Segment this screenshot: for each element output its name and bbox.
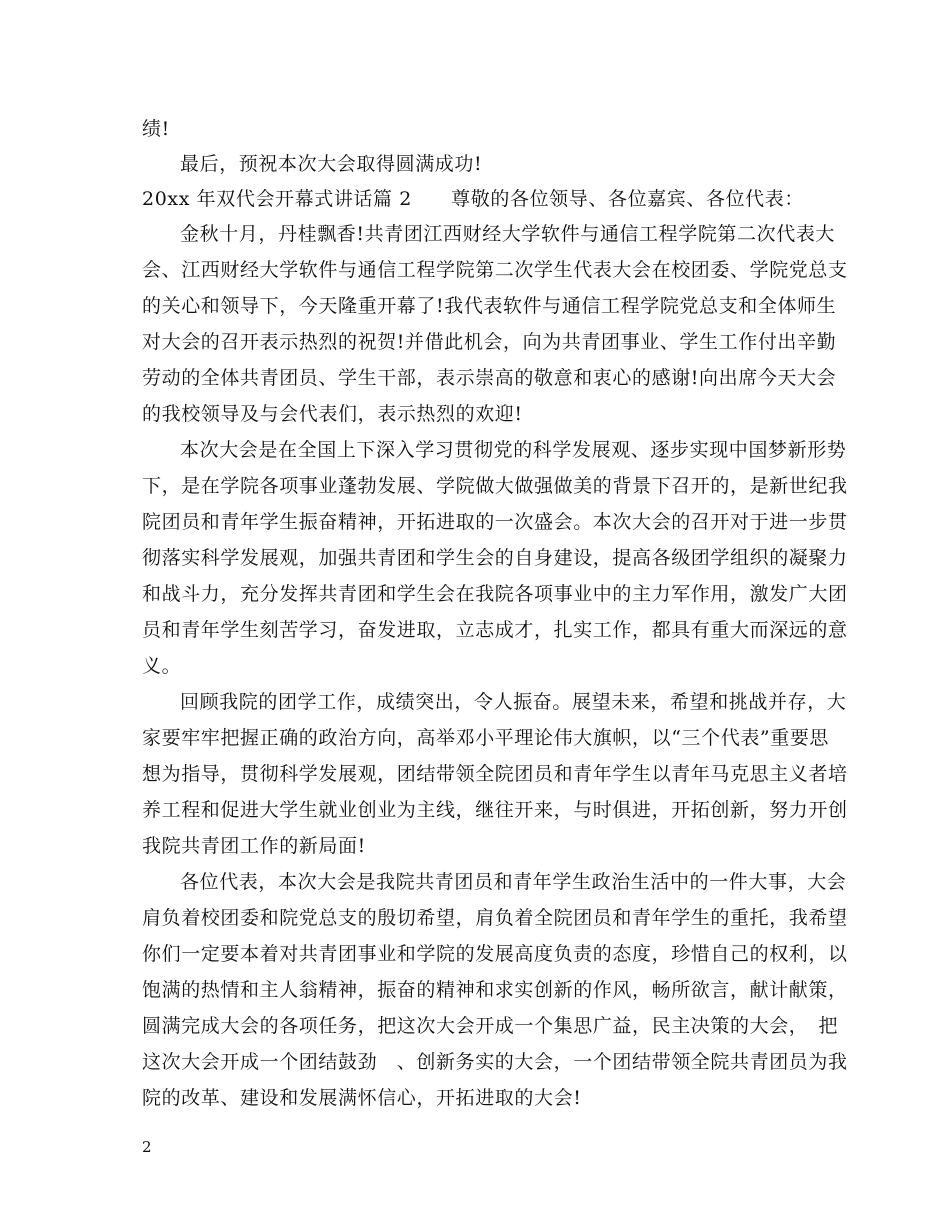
text-line: 养工程和促进大学生就业创业为主线，继往开来，与时俱进，开拓创新，努力开创 [142, 799, 848, 821]
text-line: 下，是在学院各项事业蓬勃发展、学院做大做强做美的背景下召开的，是新世纪我 [142, 475, 848, 497]
text-line: 的我校领导及与会代表们，表示热烈的欢迎! [142, 403, 523, 425]
text-line: 最后，预祝本次大会取得圆满成功! [180, 153, 483, 175]
text-line: 回顾我院的团学工作，成绩突出，令人振奋。展望未来，希望和挑战并存，大 [180, 691, 847, 713]
text-line: 院的改革、建设和发展满怀信心，开拓进取的大会! [142, 1087, 582, 1109]
text-line: 员和青年学生刻苦学习，奋发进取，立志成才，扎实工作，都具有重大而深远的意 [142, 619, 848, 641]
text-line: 想为指导，贯彻科学发展观，团结带领全院团员和青年学生以青年马克思主义者培 [142, 763, 848, 785]
text-line: 你们一定要本着对共青团事业和学院的发展高度负责的态度，珍惜自己的权利，以 [142, 943, 848, 965]
section-heading-line: 20xx 年双代会开幕式讲话篇 2 尊敬的各位领导、各位嘉宾、各位代表： [142, 188, 804, 210]
text-line: 院团员和青年学生振奋精神，开拓进取的一次盛会。本次大会的召开对于进一步贯 [142, 511, 848, 533]
text-line: 会、江西财经大学软件与通信工程学院第二次学生代表大会在校团委、学院党总支 [142, 259, 848, 281]
text-line: 肩负着校团委和院党总支的殷切希望，肩负着全院团员和青年学生的重托，我希望 [142, 907, 848, 929]
text-line: 彻落实科学发展观，加强共青团和学生会的自身建设，提高各级团学组织的凝聚力 [142, 547, 848, 569]
text-line: 我院共青团工作的新局面! [142, 835, 366, 857]
text-line: 这次大会开成一个团结鼓劲 、创新务实的大会，一个团结带领全院共青团员为我 [142, 1051, 848, 1073]
text-line: 圆满完成大会的各项任务，把这次大会开成一个集思广益，民主决策的大会， 把 [142, 1015, 839, 1037]
text-line: 劳动的全体共青团员、学生干部，表示崇高的敬意和衷心的感谢!向出席今天大会 [142, 367, 837, 389]
text-line: 本次大会是在全国上下深入学习贯彻党的科学发展观、逐步实现中国梦新形势 [180, 439, 847, 461]
text-line: 和战斗力，充分发挥共青团和学生会在我院各项事业中的主力军作用，激发广大团 [142, 583, 848, 605]
text-line: 绩! [142, 118, 170, 140]
text-line: 的关心和领导下，今天隆重开幕了!我代表软件与通信工程学院党总支和全体师生 [142, 295, 837, 317]
text-line: 家要牢牢把握正确的政治方向，高举邓小平理论伟大旗帜，以“三个代表”重要思 [142, 727, 830, 749]
text-line: 对大会的召开表示热烈的祝贺!并借此机会，向为共青团事业、学生工作付出辛勤 [142, 331, 837, 353]
text-line: 各位代表，本次大会是我院共青团员和青年学生政治生活中的一件大事，大会 [180, 871, 847, 893]
text-line: 义。 [142, 655, 182, 677]
page-number: 2 [142, 1138, 152, 1156]
text-line: 金秋十月，丹桂飘香!共青团江西财经大学软件与通信工程学院第二次代表大 [180, 223, 836, 245]
text-line: 饱满的热情和主人翁精神，振奋的精神和求实创新的作风，畅所欲言，献计献策， [142, 979, 848, 1001]
